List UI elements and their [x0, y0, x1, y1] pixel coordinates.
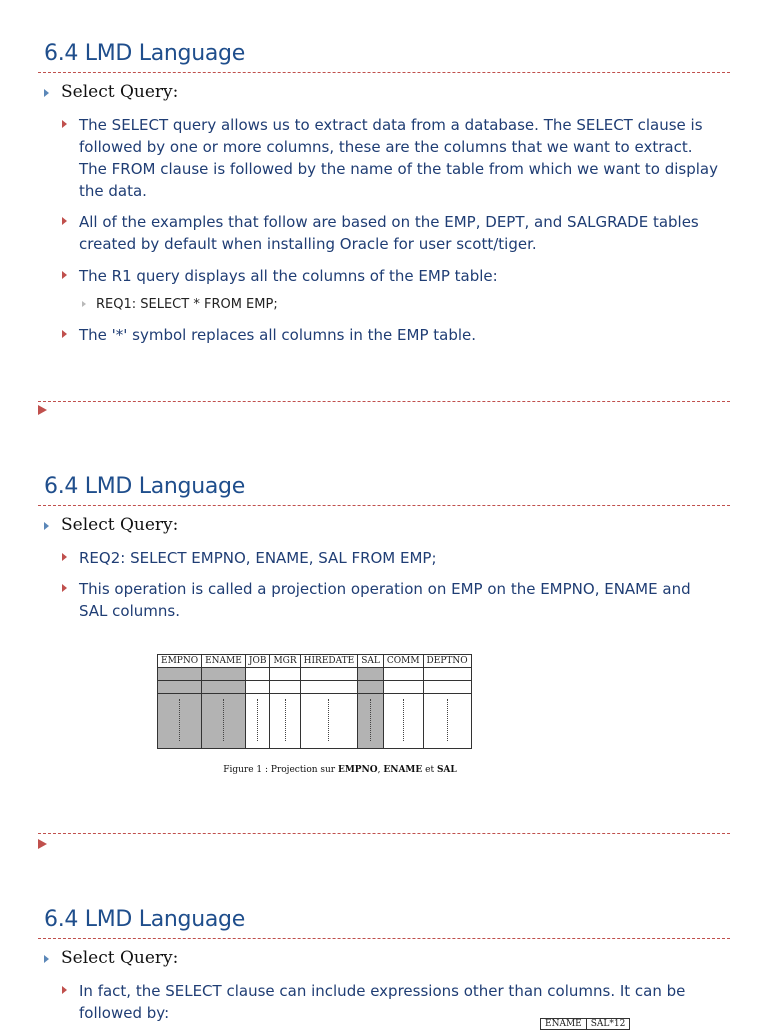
footer-arrow-icon [38, 405, 47, 415]
emp-projection-figure [157, 654, 472, 749]
slide-title: 6.4 LMD Language [44, 41, 245, 66]
vertical-ellipsis [257, 699, 258, 741]
bullet-arrow-icon [62, 120, 67, 128]
bullet-arrow-icon [62, 553, 67, 561]
column-header: MGR [270, 655, 300, 668]
title-divider [38, 505, 730, 506]
bullet-item: All of the examples that follow are based on the EMP, DEPT, and SALGRADE tables created by default when installing Oracle for user scott/tiger. [62, 211, 722, 255]
title-divider [38, 938, 730, 939]
bullet-item: The SELECT query allows us to extract data from a database. The SELECT clause is followed by one or more columns, these are the columns that we want to extract. The FROM clause is followed by the name of the table from which we want to display the data. [62, 114, 722, 202]
sub-bullet-item: REQ1: SELECT * FROM EMP; [82, 296, 702, 314]
vertical-ellipsis [447, 699, 448, 741]
bullet-arrow-icon [62, 986, 67, 994]
column-header: JOB [245, 655, 270, 668]
bullet-arrow-icon [44, 955, 49, 963]
table-row [158, 681, 472, 694]
bullet-item: In fact, the SELECT clause can include expressions other than columns. It can be followed by: [62, 980, 722, 1024]
vertical-ellipsis [223, 699, 224, 741]
bullet-arrow-icon [44, 89, 49, 97]
bullet-arrow-icon [62, 584, 67, 592]
column-header: SAL*12 [586, 1019, 630, 1030]
vertical-ellipsis [285, 699, 286, 741]
column-header: HIREDATE [300, 655, 358, 668]
column-header: ENAME [202, 655, 246, 668]
column-header: COMM [383, 655, 423, 668]
table-header-row [158, 655, 472, 668]
bullet-arrow-icon [44, 522, 49, 530]
bullet-item: The R1 query displays all the columns of the EMP table: [62, 265, 722, 287]
bullet-item: This operation is called a projection operation on EMP on the EMPNO, ENAME and SAL columns. [62, 578, 722, 622]
table-row [158, 668, 472, 681]
table-header-row [541, 1019, 630, 1030]
sub-bullet-arrow-icon [82, 301, 86, 307]
title-divider [38, 72, 730, 73]
bullet-item: The '*' symbol replaces all columns in the EMP table. [62, 324, 722, 346]
vertical-ellipsis [328, 699, 329, 741]
column-header: DEPTNO [423, 655, 471, 668]
bullet-arrow-icon [62, 217, 67, 225]
vertical-ellipsis [403, 699, 404, 741]
column-header: ENAME [541, 1019, 587, 1030]
bullet-item: REQ2: SELECT EMPNO, ENAME, SAL FROM EMP; [62, 547, 722, 569]
slide-footer-divider [38, 833, 730, 834]
bullet-arrow-icon [62, 330, 67, 338]
figure-caption: Figure 1 : Projection sur EMPNO, ENAME et SAL [223, 765, 457, 775]
vertical-ellipsis [179, 699, 180, 741]
column-header: EMPNO [158, 655, 202, 668]
slide-title: 6.4 LMD Language [44, 474, 245, 499]
table-row-ellipsis [158, 694, 472, 749]
slide-footer-divider [38, 401, 730, 402]
partial-result-table [540, 1018, 630, 1030]
footer-arrow-icon [38, 839, 47, 849]
bullet-arrow-icon [62, 271, 67, 279]
slide-title: 6.4 LMD Language [44, 907, 245, 932]
vertical-ellipsis [370, 699, 371, 741]
column-header: SAL [358, 655, 384, 668]
